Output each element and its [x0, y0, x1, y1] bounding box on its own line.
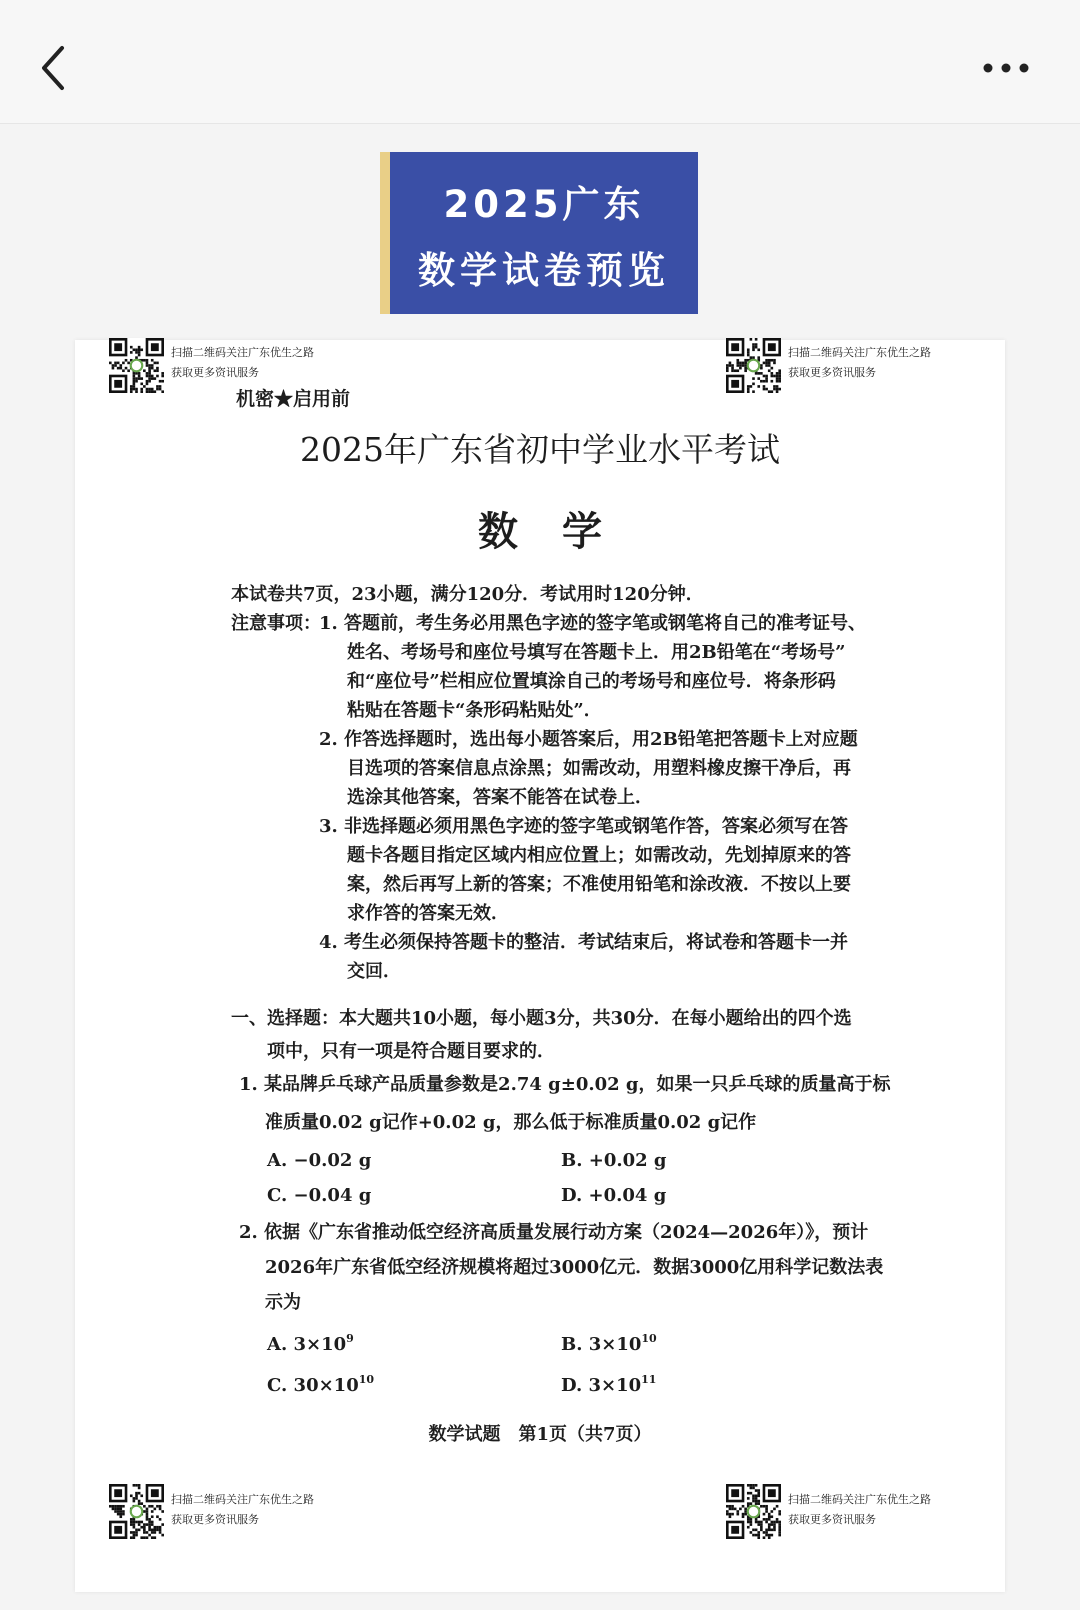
- note-line: 选涂其他答案，答案不能答在试卷上．: [347, 787, 653, 808]
- subject-title: 数学: [478, 508, 646, 555]
- title-banner: [380, 152, 698, 314]
- qr-caption: 扫描二维码关注广东优生之路 获取更多资讯服务: [788, 346, 931, 379]
- chevron-left-icon: [34, 40, 78, 96]
- notes-label: 注意事项：: [231, 613, 321, 634]
- exam-title: 2025年广东省初中学业水平考试: [300, 430, 780, 469]
- exam-summary: 本试卷共7页，23小题，满分120分．考试用时120分钟．: [231, 584, 704, 605]
- qr-caption: 扫描二维码关注广东优生之路 获取更多资讯服务: [171, 346, 314, 379]
- question-2-option: D. $3\times 10^{11}$: [561, 1373, 657, 1396]
- question-2-option: C. $30\times 10^{10}$: [267, 1373, 375, 1396]
- page-footer: 数学试题 第1页（共7页）: [428, 1424, 652, 1445]
- question-1-text: 1. 某品牌乒乓球产品质量参数是2.74 g±0.02 g，如果一只乒乓球的质量高于标: [239, 1074, 891, 1095]
- question-1-option: D. +0.04 g: [561, 1185, 667, 1206]
- more-button[interactable]: [978, 48, 1038, 88]
- note-line: 粘贴在答题卡“条形码粘贴处”．: [347, 700, 602, 721]
- note-line: 求作答的答案无效．: [347, 903, 509, 924]
- qr-code-icon: [109, 1484, 164, 1539]
- question-2-text: 2. 依据《广东省推动低空经济高质量发展行动方案（2024—2026年）》，预计: [239, 1222, 869, 1243]
- note-line: 交回．: [347, 961, 401, 982]
- qr-code-icon: [109, 338, 164, 393]
- note-line: 和“座位号”栏相应位置填涂自己的考场号和座位号．将条形码: [347, 671, 836, 692]
- back-button[interactable]: [34, 40, 78, 96]
- exam-paper-image[interactable]: [75, 340, 1005, 1592]
- question-2-option: B. $3\times 10^{10}$: [561, 1332, 657, 1355]
- note-line: 4. 考生必须保持答题卡的整洁．考试结束后，将试卷和答题卡一并: [319, 932, 849, 953]
- note-line: 案，然后再写上新的答案；不准使用铅笔和涂改液．不按以上要: [347, 874, 851, 895]
- qr-code-icon: [726, 1484, 781, 1539]
- banner-title-line2: 数学试卷预览: [418, 249, 670, 292]
- top-navigation-bar: [0, 0, 1080, 124]
- note-line: 姓名、考场号和座位号填写在答题卡上．用2B铅笔在“考场号”: [347, 642, 846, 663]
- question-1-option: B. +0.02 g: [561, 1150, 667, 1171]
- section-heading: 一、选择题：本大题共10小题，每小题3分，共30分．在每小题给出的四个选: [231, 1008, 852, 1029]
- note-line: 目选项的答案信息点涂黑；如需改动，用塑料橡皮擦干净后，再: [347, 758, 851, 779]
- note-line: 3. 非选择题必须用黑色字迹的签字笔或钢笔作答，答案必须写在答: [319, 816, 849, 837]
- question-2-option: A. $3\times 10^9$: [267, 1332, 354, 1355]
- more-horizontal-icon: [978, 48, 1038, 88]
- question-1-option: A. −0.02 g: [267, 1150, 372, 1171]
- qr-code-icon: [726, 338, 781, 393]
- question-2-text: 2026年广东省低空经济规模将超过3000亿元．数据3000亿用科学记数法表: [265, 1257, 884, 1278]
- note-line: 2. 作答选择题时，选出每小题答案后，用2B铅笔把答题卡上对应题: [319, 729, 858, 750]
- note-line: 题卡各题目指定区域内相应位置上；如需改动，先划掉原来的答: [347, 845, 851, 866]
- section-heading: 项中，只有一项是符合题目要求的．: [267, 1041, 555, 1062]
- question-1-option: C. −0.04 g: [267, 1185, 372, 1206]
- qr-caption: 扫描二维码关注广东优生之路 获取更多资讯服务: [788, 1493, 931, 1526]
- banner-title-line1: 2025广东: [443, 183, 645, 226]
- qr-caption: 扫描二维码关注广东优生之路 获取更多资讯服务: [171, 1493, 314, 1526]
- question-1-text: 准质量0.02 g记作+0.02 g，那么低于标准质量0.02 g记作: [265, 1112, 757, 1133]
- confidential-label: 机密★启用前: [236, 388, 351, 410]
- question-2-text: 示为: [265, 1292, 301, 1313]
- note-line: 1. 答题前，考生务必用黑色字迹的签字笔或钢笔将自己的准考证号、: [319, 613, 867, 634]
